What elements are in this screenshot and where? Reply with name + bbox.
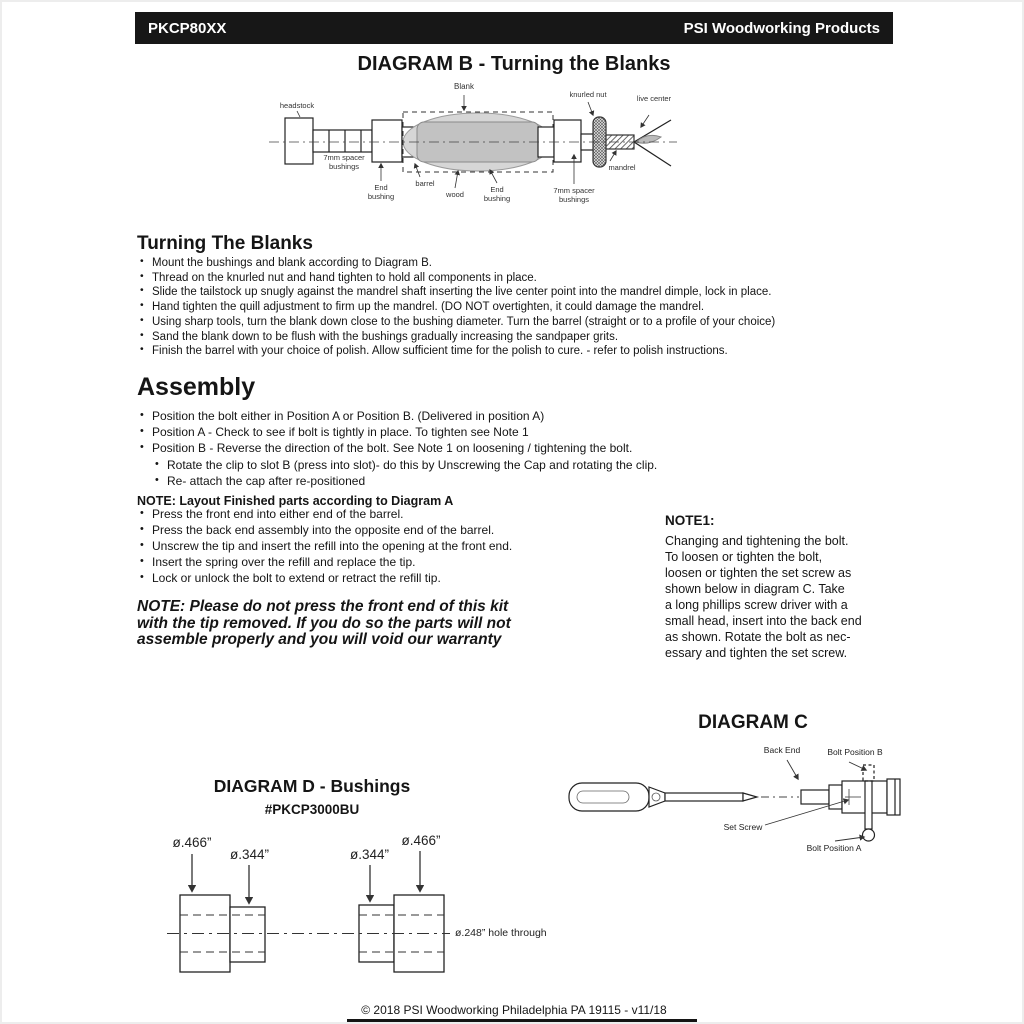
header-part-number: PKCP80XX — [148, 19, 227, 37]
note1-block — [665, 513, 897, 661]
note1-line: essary and tighten the set screw. — [665, 646, 848, 660]
dimension-label: ø.344” — [229, 847, 270, 862]
label-wood: wood — [446, 190, 464, 199]
label-bolt-position-a: Bolt Position A — [806, 843, 862, 853]
layout-bullet: • Lock or unlock the bolt to extend or retract the refill tip. — [139, 571, 699, 587]
diagram-c-figure — [565, 737, 905, 872]
note1-line: To loosen or tighten the bolt, — [665, 550, 823, 564]
layout-bullet: • Press the front end into either end of the barrel. — [139, 507, 699, 523]
note1-line: shown below in diagram C. Take — [665, 582, 845, 596]
end-bushing-left-shape — [372, 120, 402, 162]
assembly-bullet: • Position A - Check to see if bolt is tightly in place. To tighten see Note 1 — [139, 424, 779, 440]
turning-bullet: • Sand the blank down to be flush with the bushings gradually increasing the sandpaper grits. — [139, 330, 899, 345]
label-mandrel: mandrel — [608, 163, 636, 172]
diagram-c-title: DIAGRAM C — [698, 712, 808, 733]
label-live-center: live center — [636, 94, 672, 103]
note1-line: a long phillips screw driver with a — [665, 598, 848, 612]
label-set-screw: Set Screw — [723, 822, 763, 832]
assembly-sub-bullet: • Rotate the clip to slot B (press into slot)- do this by Unscrewing the Cap and rotating the clip. — [139, 457, 779, 473]
warning-line: assemble properly and you will void our warranty — [137, 631, 502, 648]
label-blank: Blank — [453, 82, 474, 91]
assembly-bullet: • Position the bolt either in Position A or Position B. (Delivered in position A) — [139, 408, 779, 424]
header-brand: PSI Woodworking Products — [683, 19, 880, 37]
bolt-position-b-shape — [863, 765, 874, 781]
header-bar — [135, 12, 893, 44]
turning-bullet: • Hand tighten the quill adjustment to firm up the mandrel. (DO NOT overtighten, it could damage the mandrel. — [139, 300, 899, 315]
label-bolt-position-b: Bolt Position B — [827, 747, 883, 757]
end-bushing-right-shape — [554, 120, 581, 162]
turning-bullet: • Using sharp tools, turn the blank down close to the bushing diameter. Turn the barrel (straight or to a profile of your choice) — [139, 315, 899, 330]
note1-line: as shown. Rotate the bolt as nec- — [665, 630, 851, 644]
label-end-bushing-left: End bushing — [367, 183, 395, 202]
footer-copyright: © 2018 PSI Woodworking Philadelphia PA 19115 - v11/18 — [361, 1003, 667, 1017]
label-spacer-right: 7mm spacer bushings — [553, 186, 595, 205]
assembly-bullet-list — [139, 408, 779, 489]
label-spacer-left: 7mm spacer bushings — [323, 153, 365, 172]
warranty-warning-note — [137, 599, 607, 649]
spacer-shaft-left — [313, 130, 372, 152]
turning-heading: Turning The Blanks — [137, 233, 313, 254]
bolt-position-a-shape — [863, 829, 875, 841]
label-back-end: Back End — [763, 745, 801, 755]
diagram-d-figure — [167, 832, 592, 982]
turning-bullet-list — [139, 256, 899, 359]
label-knurled-nut: knurled nut — [569, 90, 607, 99]
note1-line: Changing and tightening the bolt. — [665, 534, 849, 548]
note1-heading: NOTE1: — [665, 513, 715, 528]
turning-bullet: • Finish the barrel with your choice of polish. Allow sufficient time for the polish to cure. - refer to polish instructions. — [139, 344, 899, 359]
back-end-assembly-shape — [801, 765, 900, 841]
label-barrel: barrel — [415, 179, 435, 188]
diagram-b-title: DIAGRAM B - Turning the Blanks — [357, 53, 671, 75]
headstock-shape — [285, 118, 313, 164]
assembly-heading: Assembly — [137, 373, 256, 401]
turning-bullet: • Mount the bushings and blank according to Diagram B. — [139, 256, 899, 271]
diagram-d-title: DIAGRAM D - Bushings — [213, 776, 411, 796]
layout-bullet: • Unscrew the tip and insert the refill into the opening at the front end. — [139, 539, 699, 555]
assembly-sub-bullet: • Re- attach the cap after re-positioned — [139, 473, 779, 489]
dimension-label: ø.466” — [172, 835, 212, 850]
warning-line: NOTE: Please do not press the front end of this kit — [137, 598, 509, 615]
diagram-b-figure — [257, 82, 687, 224]
diagram-d-part-number: #PKCP3000BU — [264, 802, 360, 817]
dimension-label: ø.466” — [401, 833, 441, 848]
clip-shape — [865, 781, 872, 829]
layout-bullet: • Press the back end assembly into the opposite end of the barrel. — [139, 523, 699, 539]
layout-note-heading: NOTE: Layout Finished parts according to Diagram A — [137, 494, 454, 508]
label-end-bushing-right: End bushing — [483, 185, 511, 204]
warning-line: with the tip removed. If you do so the parts will not — [137, 614, 511, 632]
layout-bullet: • Insert the spring over the refill and replace the tip. — [139, 555, 699, 571]
hole-through-label: ø.248” hole through — [455, 927, 547, 939]
assembly-bullet: • Position B - Reverse the direction of the bolt. See Note 1 on loosening / tightening the bolt. — [139, 440, 779, 456]
screwdriver-shape — [569, 783, 757, 811]
turning-bullet: • Thread on the knurled nut and hand tighten to hold all components in place. — [139, 271, 899, 286]
dimension-label: ø.344” — [349, 847, 390, 862]
note1-line: small head, insert into the back end — [665, 614, 862, 628]
layout-bullet-list — [139, 507, 699, 587]
end-cap-shape — [887, 779, 900, 815]
note1-line: loosen or tighten the set screw as — [665, 566, 852, 580]
turning-bullet: • Slide the tailstock up snugly against the mandrel shaft inserting the live center point into the mandrel dimple, lock in place. — [139, 285, 899, 300]
label-headstock: headstock — [279, 101, 315, 110]
page-bottom-bar — [347, 1019, 697, 1024]
